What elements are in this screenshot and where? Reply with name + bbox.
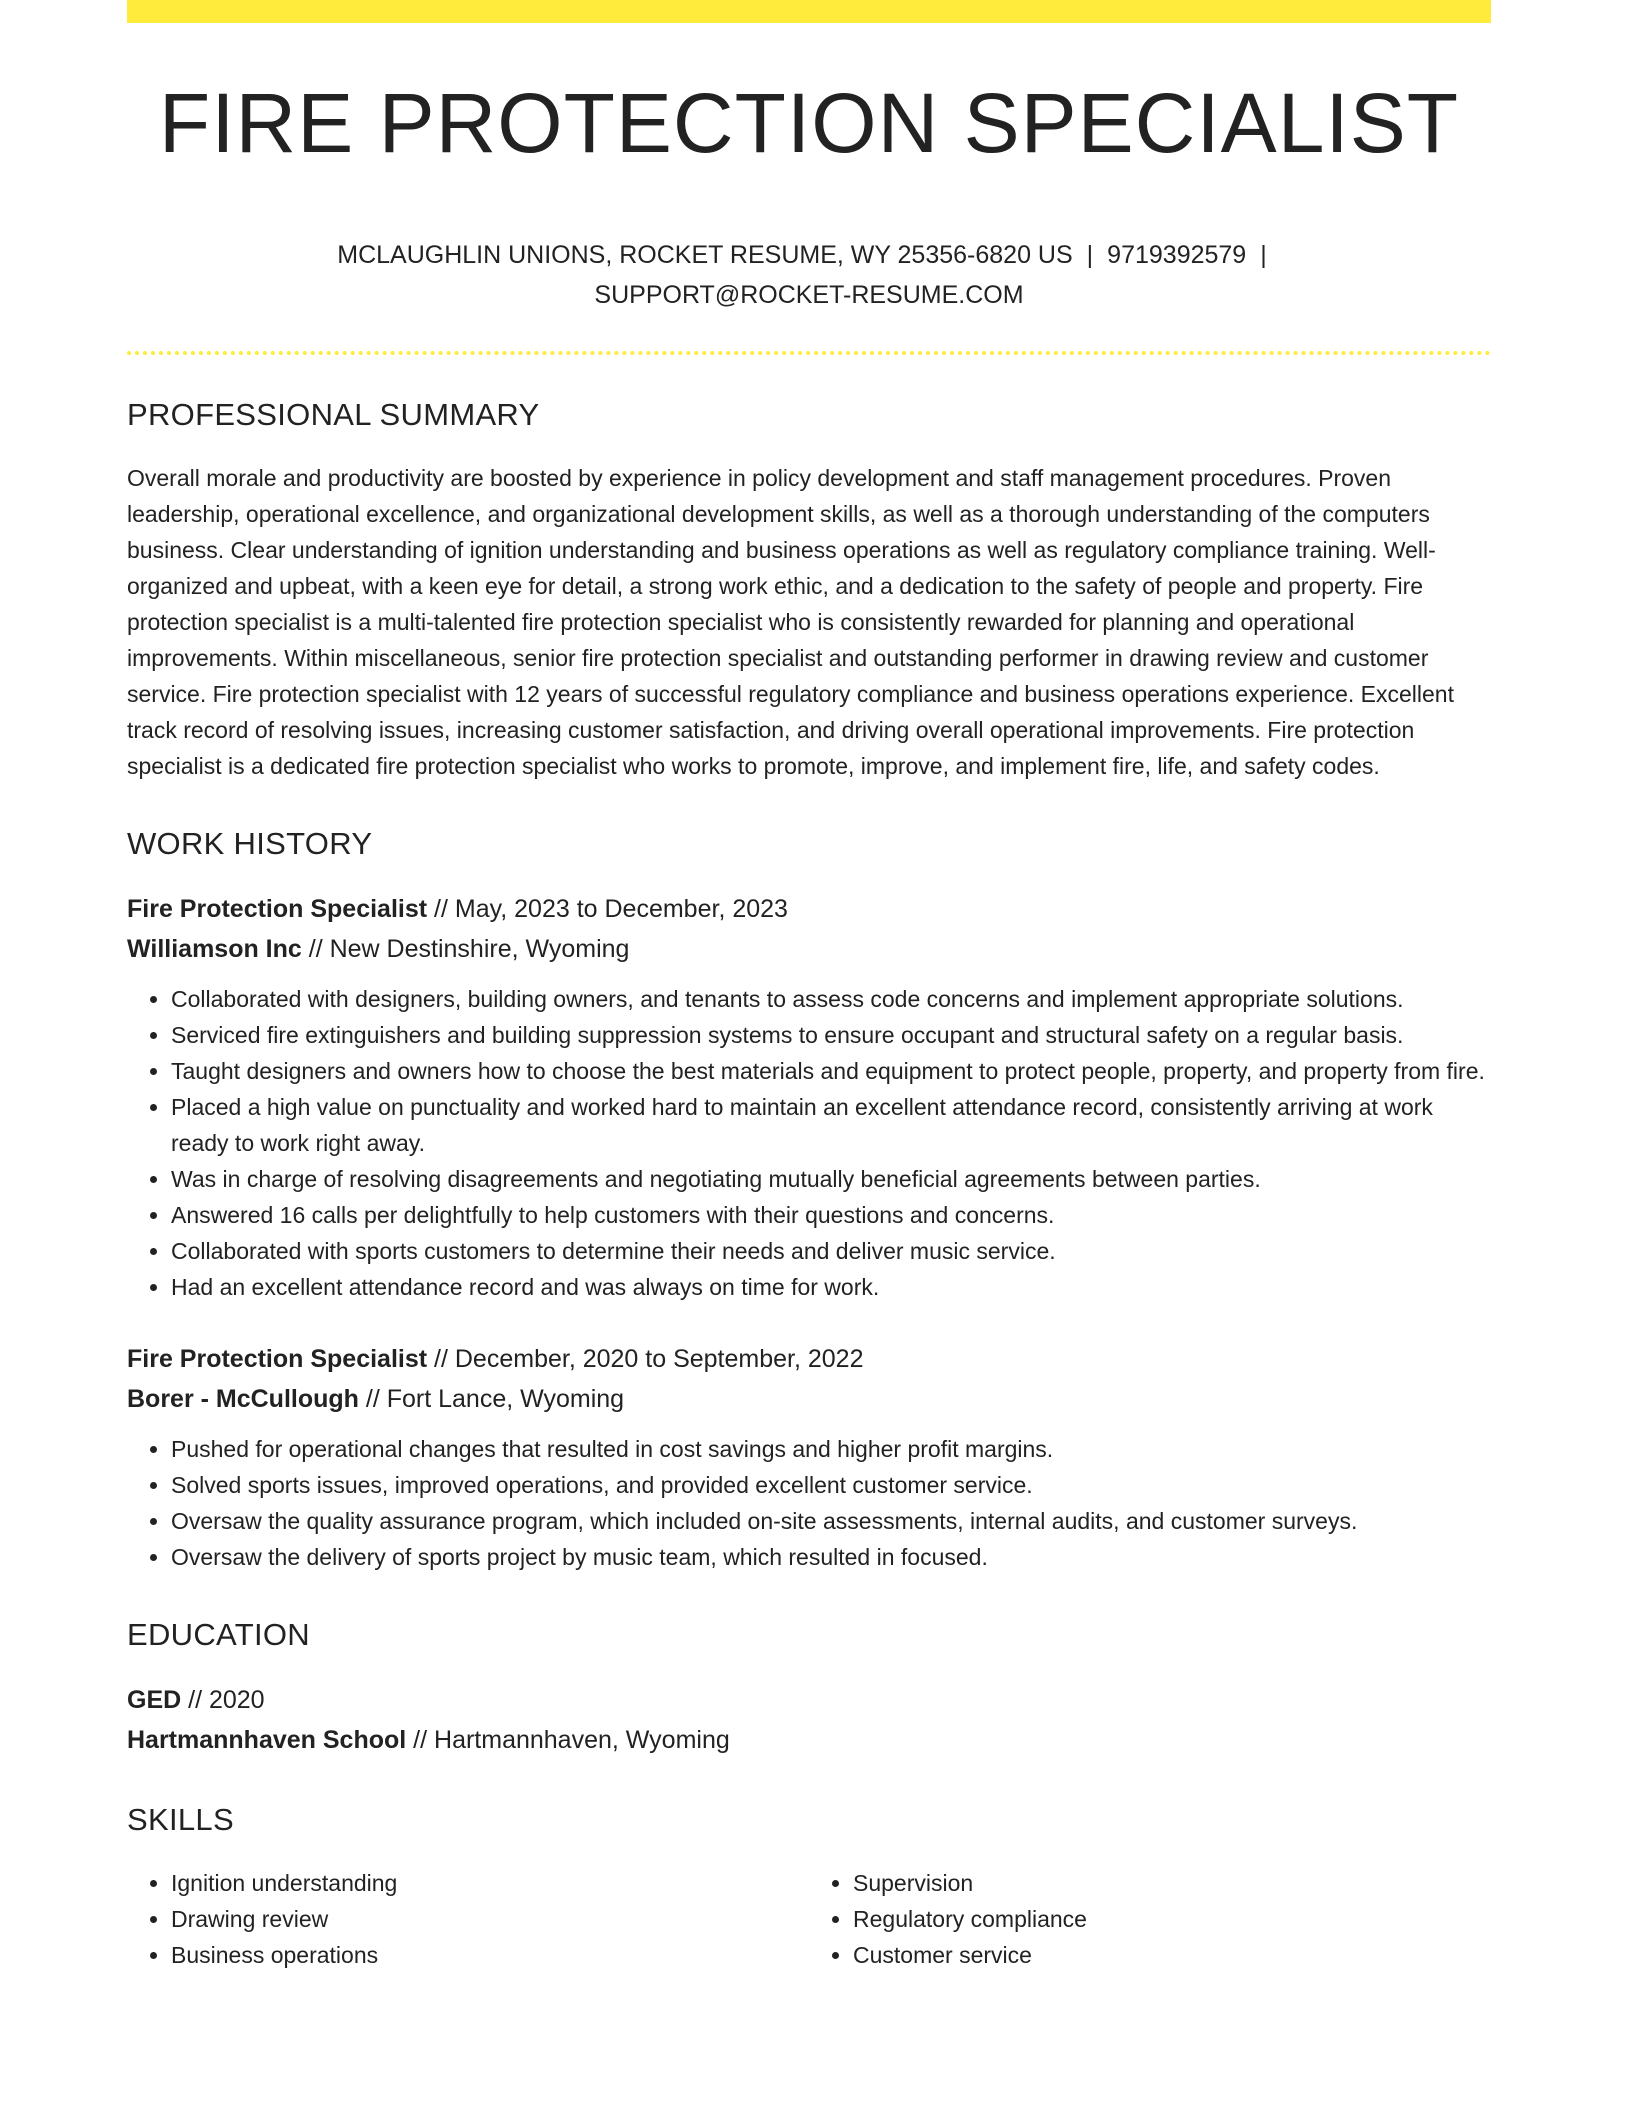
job-role: Fire Protection Specialist — [127, 1345, 428, 1373]
list-item: • Pushed for operational changes that resulted in cost savings and higher profit margins. — [171, 1431, 1491, 1467]
job-dates: // May, 2023 to December, 2023 — [427, 895, 788, 923]
job-location: // New Destinshire, Wyoming — [301, 935, 630, 963]
list-item: • Solved sports issues, improved operations, and provided excellent customer service. — [171, 1467, 1491, 1503]
skill-item: • Customer service — [853, 1937, 1491, 1973]
skills-column-right — [809, 1865, 1491, 1973]
job-entry — [127, 1339, 1491, 1575]
contact-info — [127, 235, 1491, 315]
email-text: SUPPORT@ROCKET-RESUME.COM — [594, 281, 1024, 309]
list-item: • Placed a high value on punctuality and worked hard to maintain an excellent attendance record, consistently arriving at work ready to work right away. — [171, 1089, 1491, 1161]
job-bullets — [127, 1431, 1491, 1575]
job-title-line — [127, 1339, 1491, 1379]
school-line — [127, 1720, 1491, 1760]
skill-item: • Business operations — [171, 1937, 809, 1973]
job-entry — [127, 889, 1491, 1305]
summary-text: Overall morale and productivity are boosted by experience in policy development and staff management procedures. Proven leadership, operational excellence, and organizational development skills, as well as a thorough understanding of the computers business. Clear understanding of ignition understanding and business operations as well as regulatory compliance training. Well-organized and upbeat, with a keen eye for detail, a strong work ethic, and a dedication to the safety of people and property. Fire protection specialist is a multi-talented fire protection specialist who is consistently rewarded for planning and operational improvements. Within miscellaneous, senior fire protection specialist and outstanding performer in drawing review and customer service. Fire protection specialist with 12 years of successful regulatory compliance and business operations experience. Excellent track record of resolving issues, increasing customer satisfaction, and driving overall operational improvements. Fire protection specialist is a dedicated fire protection specialist who works to promote, improve, and implement fire, life, and safety codes. — [127, 465, 1454, 779]
list-item: • Answered 16 calls per delightfully to help customers with their questions and concerns. — [171, 1197, 1491, 1233]
degree-year: // 2020 — [181, 1686, 265, 1714]
education-entry — [127, 1680, 1491, 1760]
dotted-divider — [127, 351, 1491, 355]
summary-heading: PROFESSIONAL SUMMARY — [127, 397, 540, 432]
address-text: MCLAUGHLIN UNIONS, ROCKET RESUME, WY 25356-6820 US — [337, 241, 1073, 269]
resume-page — [127, 0, 1491, 1973]
contact-separator: | — [1086, 241, 1094, 269]
list-item: • Collaborated with designers, building owners, and tenants to assess code concerns and implement appropriate solutions. — [171, 981, 1491, 1017]
work-history-heading: WORK HISTORY — [127, 826, 373, 861]
education-heading: EDUCATION — [127, 1617, 310, 1652]
job-company-line — [127, 929, 1491, 969]
phone-text: 9719392579 — [1107, 241, 1247, 269]
top-accent-bar — [127, 0, 1491, 23]
school-name: Hartmannhaven School — [127, 1726, 407, 1754]
list-item: • Serviced fire extinguishers and building suppression systems to ensure occupant and structural safety on a regular basis. — [171, 1017, 1491, 1053]
job-location: // Fort Lance, Wyoming — [358, 1385, 625, 1413]
contact-separator: | — [1260, 241, 1267, 269]
job-bullets — [127, 981, 1491, 1305]
job-company: Borer - McCullough — [127, 1385, 359, 1413]
job-dates: // December, 2020 to September, 2022 — [427, 1345, 864, 1373]
list-item: • Oversaw the quality assurance program, which included on-site assessments, internal audits, and customer surveys. — [171, 1503, 1491, 1539]
job-company: Williamson Inc — [127, 935, 302, 963]
skills-column-left — [127, 1865, 809, 1973]
degree-line — [127, 1680, 1491, 1720]
skill-item: • Ignition understanding — [171, 1865, 809, 1901]
list-item: • Collaborated with sports customers to determine their needs and deliver music service. — [171, 1233, 1491, 1269]
list-item: • Taught designers and owners how to choose the best materials and equipment to protect people, property, and property from fire. — [171, 1053, 1491, 1089]
school-location: // Hartmannhaven, Wyoming — [406, 1726, 730, 1754]
skills-list — [127, 1865, 1491, 1973]
degree: GED — [127, 1686, 182, 1714]
job-title-line — [127, 889, 1491, 929]
job-role: Fire Protection Specialist — [127, 895, 428, 923]
list-item: • Had an excellent attendance record and was always on time for work. — [171, 1269, 1491, 1305]
page-title: FIRE PROTECTION SPECIALIST — [158, 76, 1460, 170]
list-item: • Was in charge of resolving disagreements and negotiating mutually beneficial agreements between parties. — [171, 1161, 1491, 1197]
skill-item: • Supervision — [853, 1865, 1491, 1901]
job-company-line — [127, 1379, 1491, 1419]
skills-heading: SKILLS — [127, 1802, 234, 1837]
skill-item: • Regulatory compliance — [853, 1901, 1491, 1937]
list-item: • Oversaw the delivery of sports project by music team, which resulted in focused. — [171, 1539, 1491, 1575]
skill-item: • Drawing review — [171, 1901, 809, 1937]
